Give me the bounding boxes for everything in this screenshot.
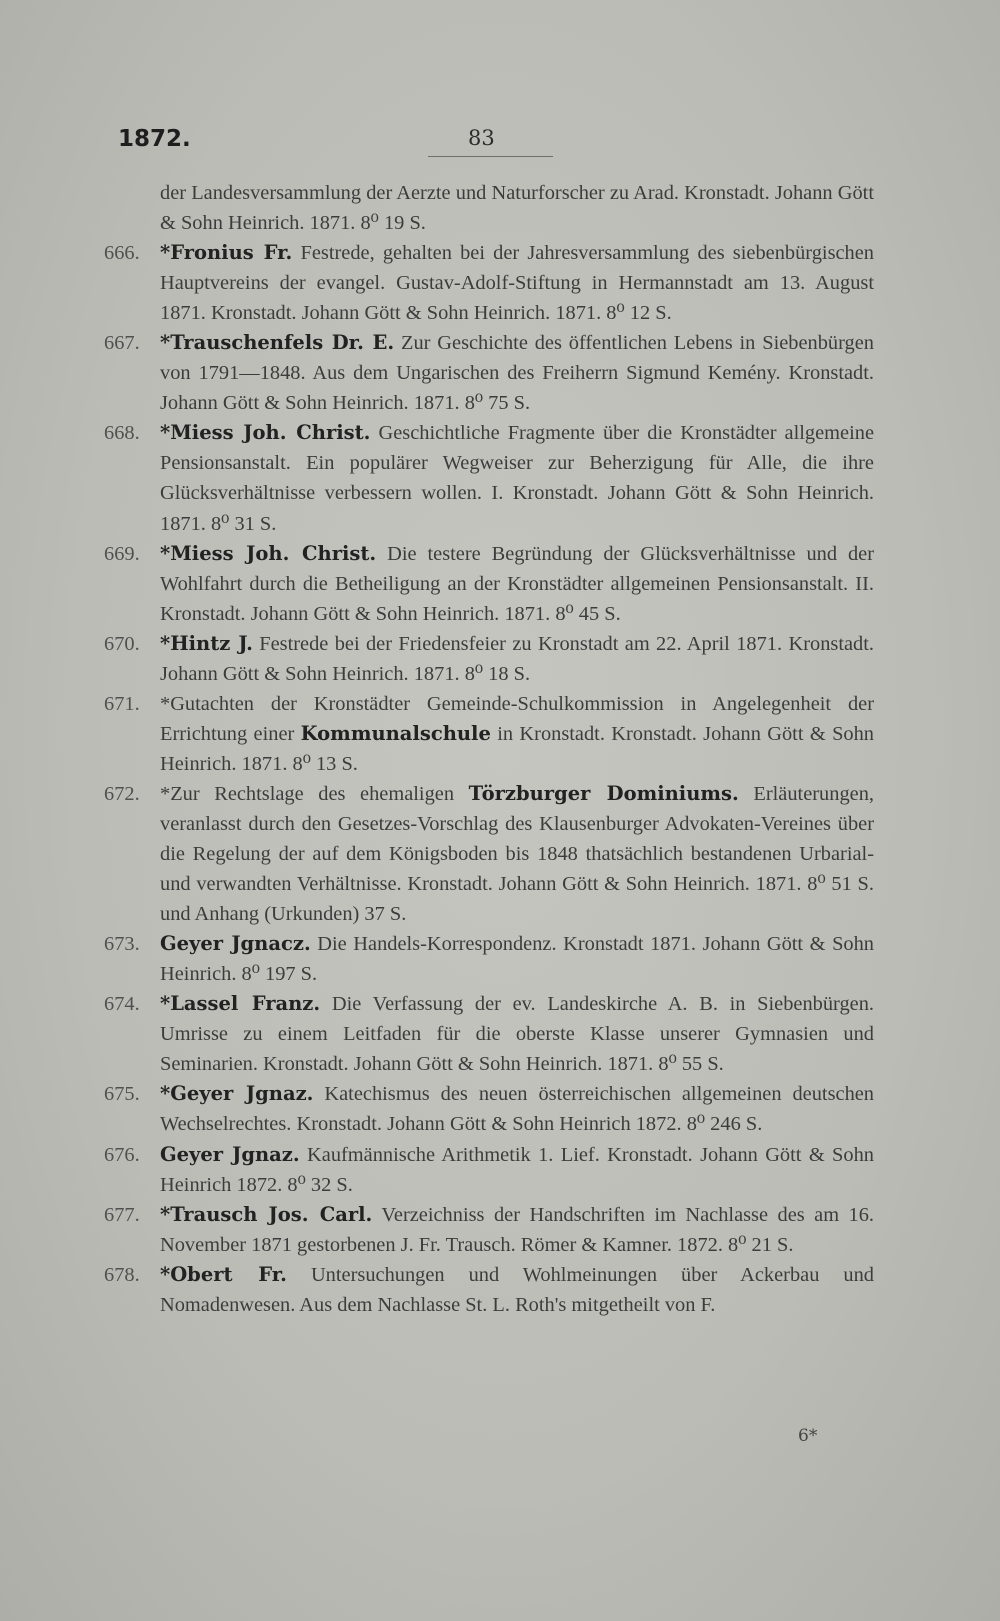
entry-667 — [104, 328, 874, 418]
entry-672 — [104, 779, 874, 929]
entry-number: 677. — [104, 1203, 140, 1226]
entry-number: 673. — [104, 933, 140, 956]
running-year: 1872. — [118, 126, 191, 152]
entry-author: *Fronius Fr. — [160, 241, 293, 265]
entry-text: Die Handels-Korrespondenz. Kronstadt 1871. Johann Gött & Sohn Heinrich. 8⁰ 197 S. — [160, 933, 874, 986]
entry-author: *Miess Joh. Christ. — [160, 541, 377, 565]
entry-author: *Obert Fr. — [160, 1262, 287, 1286]
page-number: 83 — [468, 126, 495, 150]
bibliography-text — [104, 178, 874, 1320]
entry-text: Zur Geschichte des öffentlichen Lebens in Siebenbürgen von 1791—1848. Aus dem Ungarischen des Freiherrn Sigmund Kemény. Kronstadt. Johann Gött & Sohn Heinrich. 1871. 8⁰ 75 S. — [160, 332, 874, 415]
entry-continuation — [104, 178, 874, 238]
entry-number: 667. — [104, 332, 140, 355]
entry-keyword: Törzburger Dominiums. — [468, 781, 739, 805]
entry-text: Festrede bei der Friedensfeier zu Kronstadt am 22. April 1871. Kronstadt. Johann Gött & Sohn Heinrich. 1871. 8⁰ 18 S. — [160, 632, 874, 685]
entry-number: 671. — [104, 692, 140, 715]
entry-author: Geyer Jgnacz. — [160, 932, 311, 956]
entry-673 — [104, 929, 874, 989]
entry-671 — [104, 689, 874, 779]
entry-text: Kaufmännische Arithmetik 1. Lief. Kronstadt. Johann Gött & Sohn Heinrich 1872. 8⁰ 32 S. — [160, 1143, 874, 1196]
entry-text: Katechismus des neuen österreichischen allgemeinen deutschen Wechselrechtes. Kronstadt. Johann Gött & Sohn Heinrich 1872. 8⁰ 246 S. — [160, 1083, 875, 1136]
entry-text: Geschichtliche Fragmente über die Kronstädter allgemeine Pensionsanstalt. Ein populärer Wegweiser zur Beherzigung für Alle, die ihre Glücksverhältnisse verbessern wollen. I. Kronstadt. Johann Gött & Sohn Heinrich. 1871. 8⁰ 31 S. — [160, 422, 875, 535]
entry-number: 674. — [104, 993, 140, 1016]
entry-text: Untersuchungen und Wohlmeinungen über Ackerbau und Nomadenwesen. Aus dem Nachlasse St. L. Roth's mitgetheilt von F. — [160, 1263, 874, 1316]
entry-author: *Lassel Franz. — [160, 992, 321, 1016]
entry-number: 676. — [104, 1143, 140, 1166]
entry-676 — [104, 1140, 874, 1200]
entry-author: *Hintz J. — [160, 631, 253, 655]
signature-mark: 6* — [798, 1426, 818, 1446]
entry-text: Erläuterungen, veranlasst durch den Gesetzes-Vorschlag des Klausenburger Advokaten-Vereines über die Regelung der auf dem Königsboden bis 1848 thatsächlich bestandenen Urbarial- und verwandten Verhältnisse. Kronstadt. Johann Gött & Sohn Heinrich. 1871. 8⁰ 51 S. und Anhang (Urkunden) 37 S. — [160, 782, 874, 926]
entry-number: 669. — [104, 542, 140, 565]
entry-text: in Kronstadt. Kronstadt. Johann Gött & Sohn Heinrich. 1871. 8⁰ 13 S. — [160, 722, 874, 775]
entry-669 — [104, 539, 874, 629]
entry-666 — [104, 238, 874, 328]
entry-author: *Trauschenfels Dr. E. — [160, 331, 395, 355]
entry-675 — [104, 1079, 874, 1139]
entry-text: *Gutachten der Kronstädter Gemeinde-Schulkommission in Angelegenheit der Errichtung einer — [160, 692, 874, 745]
entry-number: 666. — [104, 242, 140, 265]
entry-number: 668. — [104, 422, 140, 445]
entry-author: *Trausch Jos. Carl. — [160, 1202, 373, 1226]
entry-670 — [104, 629, 874, 689]
entry-number: 675. — [104, 1083, 140, 1106]
entry-author: Geyer Jgnaz. — [160, 1142, 300, 1166]
entry-678 — [104, 1260, 874, 1320]
entry-text: Verzeichniss der Handschriften im Nachlasse des am 16. November 1871 gestorbenen J. Fr. Trausch. Römer & Kamner. 1872. 8⁰ 21 S. — [160, 1203, 875, 1256]
entry-text: der Landesversammlung der Aerzte und Naturforscher zu Arad. Kronstadt. Johann Gött & Sohn Heinrich. 1871. 8⁰ 19 S. — [160, 182, 874, 235]
entry-text: Festrede, gehalten bei der Jahresversammlung des siebenbürgischen Hauptvereins der evangel. Gustav-Adolf-Stiftung in Hermannstadt am 13. August 1871. Kronstadt. Johann Gött & Sohn Heinrich. 1871. 8⁰ 12 S. — [160, 242, 874, 325]
entry-668 — [104, 418, 874, 538]
entry-text: *Zur Rechtslage des ehemaligen — [160, 782, 469, 805]
page-header — [118, 126, 878, 166]
entry-keyword: Kommunalschule — [300, 721, 491, 745]
entry-text: Die Verfassung der ev. Landeskirche A. B. in Siebenbürgen. Umrisse zu einem Leitfaden für die oberste Klasse unserer Gymnasien und Seminarien. Kronstadt. Johann Gött & Sohn Heinrich. 1871. 8⁰ 55 S. — [160, 993, 874, 1076]
entry-number: 678. — [104, 1263, 140, 1286]
header-rule — [428, 156, 553, 157]
entry-author: *Geyer Jgnaz. — [160, 1082, 314, 1106]
entry-number: 670. — [104, 632, 140, 655]
entry-number: 672. — [104, 782, 140, 805]
entry-674 — [104, 989, 874, 1079]
entry-text: Die testere Begründung der Glücksverhältnisse und der Wohlfahrt durch die Betheiligung an der Kronstädter allgemeinen Pensionsanstalt. II. Kronstadt. Johann Gött & Sohn Heinrich. 1871. 8⁰ 45 S. — [160, 542, 874, 625]
entry-677 — [104, 1200, 874, 1260]
entry-author: *Miess Joh. Christ. — [160, 421, 371, 445]
